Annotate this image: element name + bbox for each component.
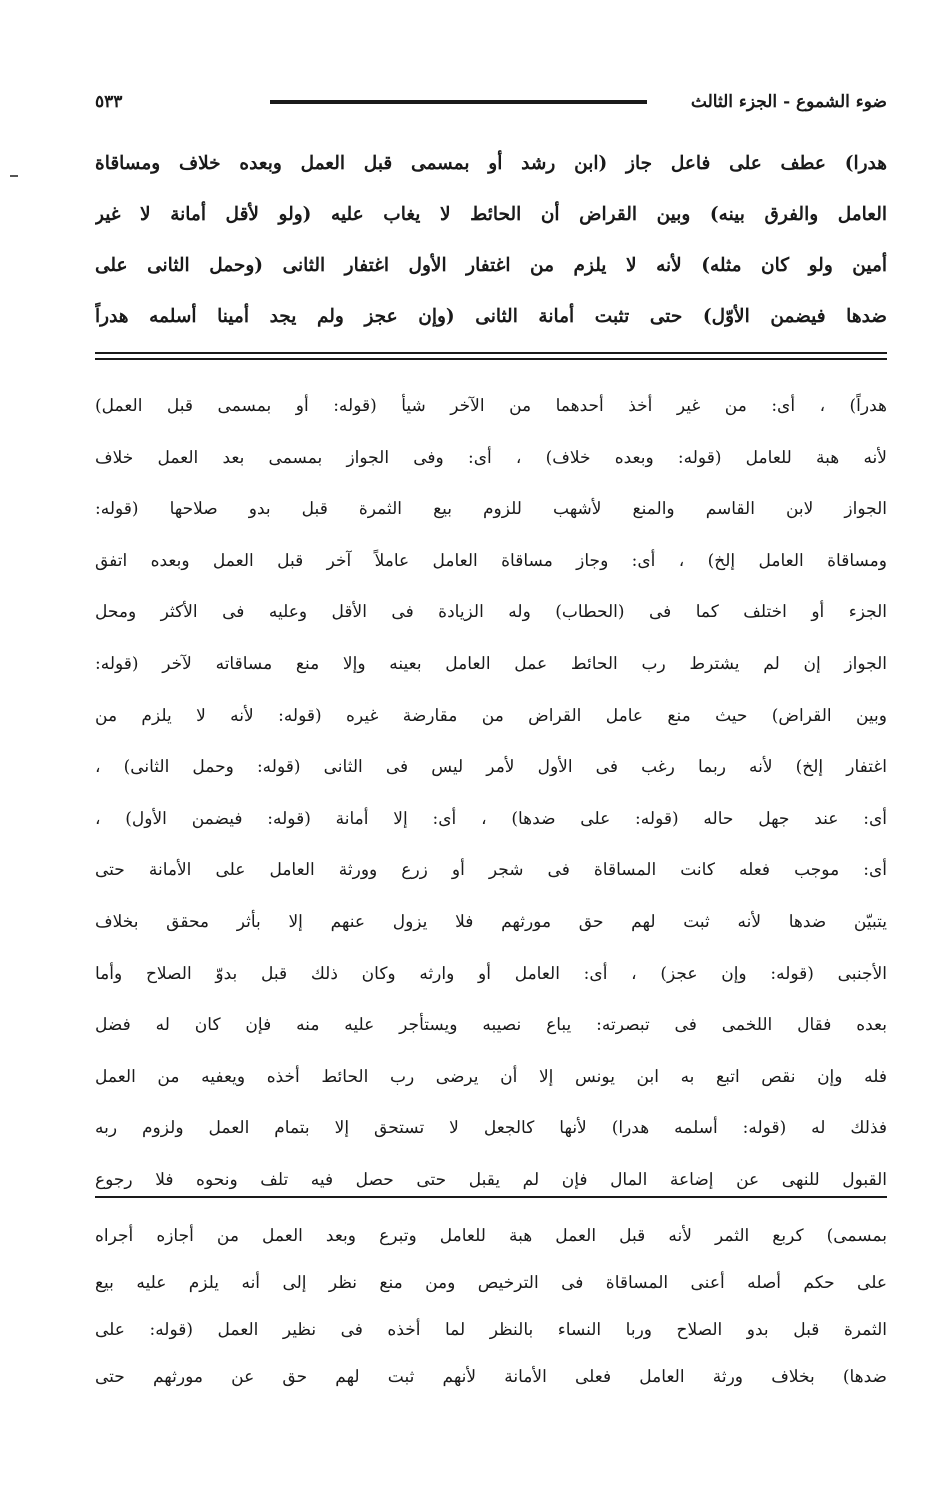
margin-mark [10, 175, 18, 177]
commentary-line: ومساقاة العامل إلخ) ، أى: وجاز مساقاة العامل عاملاً آخر قبل العمل وبعده اتفق [95, 550, 887, 571]
footnote-line: بمسمى) كربع الثمر لأنه قبل العمل هبة للعامل وتبرع وبعد العمل من أجازه أجراه [95, 1226, 887, 1246]
commentary-line: اغتفار إلخ) لأنه ربما رغب فى الأول لأمر ليس فى الثانى (قوله: وحمل الثانى) ، [95, 757, 887, 778]
main-text-line: ضدها فيضمن الأوّل) حتى تثبت أمانة الثانى (وإن عجز ولم يجد أمينا أسلمه هدراً [95, 306, 887, 327]
commentary-line: الأجنبى (قوله: وإن عجز) ، أى: العامل أو وارثه وكان ذلك قبل بدوّ الصلاح وأما [95, 963, 887, 984]
commentary-line: فذلك له (قوله: أسلمه هدرا) لأنها كالجعل لا تستحق إلا بتمام العمل ولزوم ربه [95, 1118, 887, 1139]
double-rule-divider [95, 352, 887, 360]
commentary-text [95, 381, 887, 1207]
footnote-line: ضدها) بخلاف ورثة العامل فعلى الأمانة لأنهم ثبت لهم حق عن مورثهم حتى [95, 1367, 887, 1387]
footnote-line: على حكم أصله أعنى المساقاة فى الترخيص ومن منع نظر إلى أنه يلزم عليه بيع [95, 1273, 887, 1293]
running-header-title: ضوء الشموع - الجزء الثالث [690, 92, 887, 112]
commentary-line: وبين القراض) حيث منع عامل القراض من مقارضة غيره (قوله: لأنه لا يلزم من [95, 705, 887, 726]
commentary-line: القبول للنهى عن إضاعة المال فإن لم يقبل حتى حصل فيه تلف ونحوه فلا رجوع [95, 1169, 887, 1190]
footnote-divider [95, 1196, 887, 1198]
header-rule [270, 100, 647, 104]
main-text-line: هدرا) عطف على فاعل جاز (ابن رشد أو بمسمى قبل العمل وبعده خلاف ومساقاة [95, 153, 887, 174]
commentary-line: هدراً) ، أى: من غير أخذ أحدهما من الآخر شيأ (قوله: أو بمسمى قبل العمل) [95, 396, 887, 416]
running-header [95, 88, 887, 118]
commentary-line: فله وإن نقص اتبع به ابن يونس إلا أن يرضى رب الحائط أخذه ويعفيه من العمل [95, 1066, 887, 1087]
commentary-line: الجواز إن لم يشترط رب الحائط عمل العامل بعينه وإلا منع مساقاته لآخر (قوله: [95, 653, 887, 674]
commentary-line: أى: موجب فعله كانت المساقاة فى شجر أو زرع وورثة العامل على الأمانة حتى [95, 860, 887, 881]
page-number: ٥٣٣ [95, 92, 123, 112]
commentary-line: يتبيّن ضدها لأنه ثبت لهم حق مورثهم فلا يزول عنهم إلا بأثر محقق بخلاف [95, 911, 887, 932]
commentary-line: أى: عند جهل حاله (قوله: على ضدها) ، أى: إلا أمانة (قوله: فيضمن الأول) ، [95, 808, 887, 829]
commentary-line: الجزء أو اختلف كما فى (الحطاب) وله الزيادة فى الأقل وعليه فى الأكثر ومحل [95, 602, 887, 623]
commentary-line: لأنه هبة للعامل (قوله: وبعده خلاف) ، أى: وفى الجواز بمسمى بعد العمل خلاف [95, 447, 887, 468]
commentary-line: بعده فقال اللخمى فى تبصرته: يباع نصيبه ويستأجر عليه منه فإن كان له فضل [95, 1015, 887, 1036]
footnote-text [95, 1213, 887, 1401]
main-text-line: أمين ولو كان مثله) لأنه لا يلزم من اغتفار الأول اغتفار الثانى (وحمل الثانى على [95, 255, 887, 276]
footnote-line: الثمرة قبل بدو الصلاح وربا النساء بالنظر لما أخذه فى نظير العمل (قوله: على [95, 1320, 887, 1340]
main-text-line: العامل والفرق بينه) وبين القراض أن الحائط لا يغاب عليه (ولو لأقل أمانة لا غير [95, 204, 887, 225]
main-text [95, 138, 887, 342]
commentary-line: الجواز لابن القاسم والمنع لأشهب للزوم بيع الثمرة قبل بدو صلاحها (قوله: [95, 499, 887, 520]
